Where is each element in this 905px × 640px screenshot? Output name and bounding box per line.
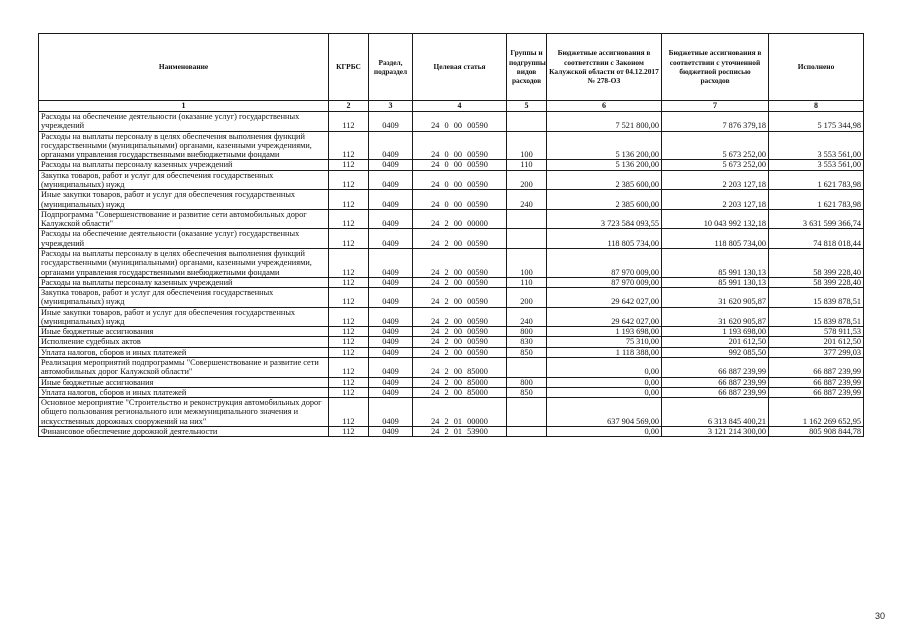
header-section: Раздел, подраздел (369, 34, 413, 101)
column-number: 5 (507, 101, 547, 112)
row-refined-amount: 2 203 127,18 (662, 190, 769, 210)
row-refined-amount: 66 887 239,99 (662, 358, 769, 378)
row-target: 24 2 00 00590 (413, 248, 507, 277)
row-law-amount: 87 970 009,00 (547, 277, 662, 287)
row-executed-amount: 66 887 239,99 (769, 377, 864, 387)
row-name: Закупка товаров, работ и услуг для обеспечения государственных (муниципальных) нужд (39, 170, 329, 190)
header-kgrbs: КГРБС (329, 34, 369, 101)
row-refined-amount: 66 887 239,99 (662, 387, 769, 397)
row-name: Расходы на выплаты персоналу в целях обеспечения выполнения функций государственными (муниципальными) органами, казенными учреждениями, органами управления государственными внебюджетными фондами (39, 248, 329, 277)
row-refined-amount: 992 085,50 (662, 347, 769, 357)
row-section: 0409 (369, 377, 413, 387)
row-name: Расходы на выплаты персоналу казенных учреждений (39, 277, 329, 287)
table-row (39, 358, 864, 378)
row-name: Реализация мероприятий подпрограммы "Совершенствование и развитие сети автомобильных дорог Калужской области" (39, 358, 329, 378)
row-kgrbs: 112 (329, 307, 369, 327)
row-section: 0409 (369, 398, 413, 427)
row-refined-amount: 31 620 905,87 (662, 307, 769, 327)
row-section: 0409 (369, 358, 413, 378)
row-name: Расходы на обеспечение деятельности (оказание услуг) государственных учреждений (39, 229, 329, 249)
row-law-amount: 1 193 698,00 (547, 327, 662, 337)
row-group: 850 (507, 347, 547, 357)
row-section: 0409 (369, 248, 413, 277)
row-executed-amount: 5 175 344,98 (769, 112, 864, 132)
row-executed-amount: 74 818 018,44 (769, 229, 864, 249)
row-kgrbs: 112 (329, 387, 369, 397)
row-section: 0409 (369, 190, 413, 210)
row-refined-amount: 66 887 239,99 (662, 377, 769, 387)
row-target: 24 0 00 00590 (413, 170, 507, 190)
row-kgrbs: 112 (329, 327, 369, 337)
row-name: Иные бюджетные ассигнования (39, 327, 329, 337)
row-law-amount: 29 642 027,00 (547, 307, 662, 327)
row-target: 24 2 00 00000 (413, 209, 507, 229)
table-row (39, 377, 864, 387)
row-refined-amount: 31 620 905,87 (662, 288, 769, 308)
row-refined-amount: 201 612,50 (662, 337, 769, 347)
row-executed-amount: 1 621 783,98 (769, 190, 864, 210)
row-law-amount: 5 136 200,00 (547, 131, 662, 160)
row-name: Закупка товаров, работ и услуг для обеспечения государственных (муниципальных) нужд (39, 288, 329, 308)
row-law-amount: 7 521 800,00 (547, 112, 662, 132)
row-executed-amount: 15 839 878,51 (769, 307, 864, 327)
row-section: 0409 (369, 131, 413, 160)
row-name: Расходы на обеспечение деятельности (оказание услуг) государственных учреждений (39, 112, 329, 132)
row-name: Уплата налогов, сборов и иных платежей (39, 347, 329, 357)
header-name: Наименование (39, 34, 329, 101)
row-executed-amount: 3 553 561,00 (769, 131, 864, 160)
row-name: Основное мероприятие "Строительство и реконструкция автомобильных дорог общего пользования регионального или межмуниципального значения и искусственных дорожных сооружений на них" (39, 398, 329, 427)
row-kgrbs: 112 (329, 398, 369, 427)
row-kgrbs: 112 (329, 209, 369, 229)
row-executed-amount: 58 399 228,40 (769, 248, 864, 277)
row-target: 24 2 00 00590 (413, 347, 507, 357)
budget-report-page (38, 33, 863, 437)
row-group (507, 358, 547, 378)
column-number-row (39, 101, 864, 112)
row-kgrbs: 112 (329, 170, 369, 190)
column-number: 6 (547, 101, 662, 112)
row-kgrbs: 112 (329, 248, 369, 277)
row-section: 0409 (369, 277, 413, 287)
row-name: Расходы на выплаты персоналу казенных учреждений (39, 160, 329, 170)
row-group: 100 (507, 131, 547, 160)
row-refined-amount: 3 121 214 300,00 (662, 427, 769, 437)
row-group: 200 (507, 170, 547, 190)
row-refined-amount: 7 876 379,18 (662, 112, 769, 132)
row-kgrbs: 112 (329, 288, 369, 308)
row-executed-amount: 578 911,53 (769, 327, 864, 337)
row-group: 850 (507, 387, 547, 397)
row-target: 24 2 00 00590 (413, 337, 507, 347)
row-executed-amount: 66 887 239,99 (769, 358, 864, 378)
row-executed-amount: 1 162 269 652,95 (769, 398, 864, 427)
row-executed-amount: 805 908 844,78 (769, 427, 864, 437)
row-name: Иные бюджетные ассигнования (39, 377, 329, 387)
row-target: 24 2 00 00590 (413, 229, 507, 249)
row-group: 830 (507, 337, 547, 347)
row-kgrbs: 112 (329, 229, 369, 249)
header-executed: Исполнено (769, 34, 864, 101)
row-refined-amount: 10 043 992 132,18 (662, 209, 769, 229)
row-target: 24 0 00 00590 (413, 160, 507, 170)
row-executed-amount: 201 612,50 (769, 337, 864, 347)
row-refined-amount: 85 991 130,13 (662, 277, 769, 287)
table-row (39, 288, 864, 308)
row-executed-amount: 377 299,03 (769, 347, 864, 357)
row-kgrbs: 112 (329, 337, 369, 347)
row-target: 24 2 00 85000 (413, 358, 507, 378)
column-number: 4 (413, 101, 507, 112)
row-section: 0409 (369, 170, 413, 190)
table-row (39, 160, 864, 170)
table-row (39, 229, 864, 249)
row-kgrbs: 112 (329, 190, 369, 210)
row-executed-amount: 58 399 228,40 (769, 277, 864, 287)
row-law-amount: 5 136 200,00 (547, 160, 662, 170)
row-law-amount: 0,00 (547, 358, 662, 378)
table-row (39, 307, 864, 327)
row-name: Исполнение судебных актов (39, 337, 329, 347)
row-group (507, 112, 547, 132)
row-group: 100 (507, 248, 547, 277)
column-number: 7 (662, 101, 769, 112)
row-refined-amount: 6 313 845 400,21 (662, 398, 769, 427)
table-row (39, 327, 864, 337)
row-group: 800 (507, 327, 547, 337)
row-group: 110 (507, 277, 547, 287)
row-refined-amount: 1 193 698,00 (662, 327, 769, 337)
table-row (39, 337, 864, 347)
table-row (39, 347, 864, 357)
row-name: Подпрограмма "Совершенствование и развитие сети автомобильных дорог Калужской области" (39, 209, 329, 229)
row-executed-amount: 15 839 878,51 (769, 288, 864, 308)
row-law-amount: 3 723 584 093,55 (547, 209, 662, 229)
row-group (507, 229, 547, 249)
header-target-article: Целевая статья (413, 34, 507, 101)
row-target: 24 2 00 00590 (413, 288, 507, 308)
row-group: 800 (507, 377, 547, 387)
row-refined-amount: 85 991 130,13 (662, 248, 769, 277)
row-executed-amount: 1 621 783,98 (769, 170, 864, 190)
row-executed-amount: 3 631 599 366,74 (769, 209, 864, 229)
row-target: 24 2 00 00590 (413, 277, 507, 287)
row-law-amount: 87 970 009,00 (547, 248, 662, 277)
row-law-amount: 29 642 027,00 (547, 288, 662, 308)
column-number: 8 (769, 101, 864, 112)
row-name: Уплата налогов, сборов и иных платежей (39, 387, 329, 397)
header-expense-group: Группы и подгруппы видов расходов (507, 34, 547, 101)
row-name: Иные закупки товаров, работ и услуг для обеспечения государственных (муниципальных) нужд (39, 190, 329, 210)
row-executed-amount: 3 553 561,00 (769, 160, 864, 170)
row-kgrbs: 112 (329, 347, 369, 357)
row-group (507, 427, 547, 437)
row-kgrbs: 112 (329, 377, 369, 387)
row-refined-amount: 2 203 127,18 (662, 170, 769, 190)
table-row (39, 427, 864, 437)
row-law-amount: 0,00 (547, 427, 662, 437)
row-group: 240 (507, 307, 547, 327)
row-target: 24 2 00 00590 (413, 327, 507, 337)
row-law-amount: 118 805 734,00 (547, 229, 662, 249)
row-name: Расходы на выплаты персоналу в целях обеспечения выполнения функций государственными (муниципальными) органами, казенными учреждениями, органами управления государственными внебюджетными фондами (39, 131, 329, 160)
row-section: 0409 (369, 307, 413, 327)
table-row (39, 112, 864, 132)
row-target: 24 0 00 00590 (413, 131, 507, 160)
budget-execution-table (38, 33, 864, 437)
table-row (39, 131, 864, 160)
row-refined-amount: 5 673 252,00 (662, 131, 769, 160)
table-row (39, 170, 864, 190)
row-target: 24 2 01 53900 (413, 427, 507, 437)
row-law-amount: 2 385 600,00 (547, 170, 662, 190)
row-kgrbs: 112 (329, 358, 369, 378)
row-executed-amount: 66 887 239,99 (769, 387, 864, 397)
table-row (39, 190, 864, 210)
row-law-amount: 2 385 600,00 (547, 190, 662, 210)
row-section: 0409 (369, 387, 413, 397)
header-refined-allocations: Бюджетные ассигнования в соответствии с уточненной бюджетной росписью расходов (662, 34, 769, 101)
row-kgrbs: 112 (329, 277, 369, 287)
column-number: 3 (369, 101, 413, 112)
row-refined-amount: 5 673 252,00 (662, 160, 769, 170)
row-target: 24 2 00 85000 (413, 387, 507, 397)
table-header-row (39, 34, 864, 101)
row-section: 0409 (369, 337, 413, 347)
row-target: 24 2 00 00590 (413, 307, 507, 327)
row-law-amount: 1 118 388,00 (547, 347, 662, 357)
row-refined-amount: 118 805 734,00 (662, 229, 769, 249)
header-law-allocations: Бюджетные ассигнования в соответствии с Законом Калужской области от 04.12.2017 № 278-ОЗ (547, 34, 662, 101)
row-name: Иные закупки товаров, работ и услуг для обеспечения государственных (муниципальных) нужд (39, 307, 329, 327)
table-row (39, 209, 864, 229)
row-law-amount: 0,00 (547, 377, 662, 387)
table-row (39, 248, 864, 277)
row-section: 0409 (369, 327, 413, 337)
row-target: 24 0 00 00590 (413, 190, 507, 210)
row-law-amount: 75 310,00 (547, 337, 662, 347)
row-kgrbs: 112 (329, 160, 369, 170)
row-group (507, 398, 547, 427)
row-name: Финансовое обеспечение дорожной деятельности (39, 427, 329, 437)
page-number: 30 (874, 611, 885, 621)
column-number: 2 (329, 101, 369, 112)
table-row (39, 387, 864, 397)
row-group: 200 (507, 288, 547, 308)
row-kgrbs: 112 (329, 427, 369, 437)
row-group: 110 (507, 160, 547, 170)
table-row (39, 277, 864, 287)
row-target: 24 2 01 00000 (413, 398, 507, 427)
row-section: 0409 (369, 229, 413, 249)
row-group (507, 209, 547, 229)
row-law-amount: 637 904 569,00 (547, 398, 662, 427)
row-section: 0409 (369, 112, 413, 132)
row-section: 0409 (369, 427, 413, 437)
row-kgrbs: 112 (329, 131, 369, 160)
column-number: 1 (39, 101, 329, 112)
table-row (39, 398, 864, 427)
row-group: 240 (507, 190, 547, 210)
row-kgrbs: 112 (329, 112, 369, 132)
row-section: 0409 (369, 160, 413, 170)
row-target: 24 2 00 85000 (413, 377, 507, 387)
row-law-amount: 0,00 (547, 387, 662, 397)
row-target: 24 0 00 00590 (413, 112, 507, 132)
row-section: 0409 (369, 209, 413, 229)
row-section: 0409 (369, 347, 413, 357)
row-section: 0409 (369, 288, 413, 308)
